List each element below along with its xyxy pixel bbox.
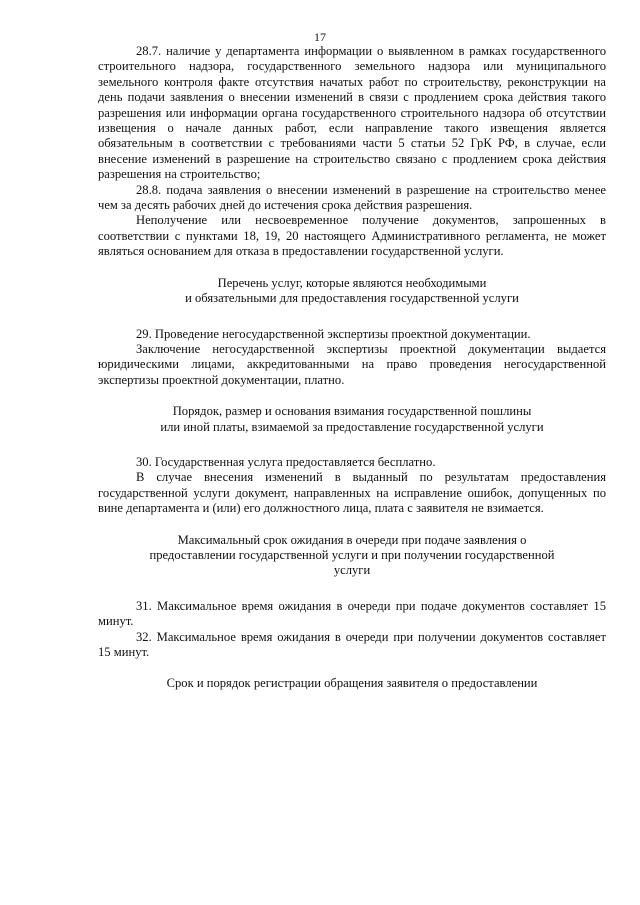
section-heading-fees: [98, 404, 606, 435]
heading-line: Перечень услуг, которые являются необходимыми: [217, 275, 487, 290]
heading-line: предоставлении государственной услуги и при получении государственной: [149, 547, 555, 562]
section-heading-queue: [98, 533, 606, 579]
paragraph-28-7: 28.7. наличие у департамента информации о выявленном в рамках государственного строительного надзора, государственного земельного надзора или муниципального земельного контроля факте отсутствия начатых работ по строительству, реконструкции на день подачи заявления о внесении изменений в связи с продлением срока действия такого разрешения или информации органа государственного строительного надзора об отсутствии извещения о начале данных работ, если направление такого извещения является обязательным в соответствии с требованиями части 5 статьи 52 ГрК РФ, в случае, если внесение изменений в разрешение на строительство связано с продлением срока действия разрешения на строительство;: [98, 44, 606, 182]
section-heading-registration: [98, 676, 606, 691]
heading-line: услуги: [333, 563, 371, 578]
paragraph-expertise: Заключение негосударственной экспертизы проектной документации выдается юридическими лицами, аккредитованными на право проведения негосударственной экспертизы проектной документации, платно.: [98, 341, 606, 387]
section-heading-services: [98, 276, 606, 307]
paragraph-31: 31. Максимальное время ожидания в очереди при подаче документов составляет 15 минут.: [98, 598, 606, 629]
heading-line: или иной платы, взимаемой за предоставление государственной услуги: [160, 419, 544, 434]
heading-line: Срок и порядок регистрации обращения заявителя о предоставлении: [166, 676, 538, 691]
paragraph-28-8: 28.8. подача заявления о внесении изменений в разрешение на строительство менее чем за десять рабочих дней до истечения срока действия разрешения.: [98, 182, 606, 213]
paragraph-29: 29. Проведение негосударственной экспертизы проектной документации.: [136, 326, 531, 341]
heading-line: Порядок, размер и основания взимания государственной пошлины: [172, 404, 532, 419]
paragraph-32: 32. Максимальное время ожидания в очереди при получении документов составляет 15 минут.: [98, 629, 606, 659]
paragraph-no-fee: В случае внесения изменений в выданный по результатам предоставления государственной услуги документ, направленных на исправление ошибок, допущенных по вине департамента и (или) его должностного лица, плата с заявителя не взимается.: [98, 470, 606, 516]
heading-line: и обязательными для предоставления государственной услуги: [185, 291, 519, 306]
paragraph-30: 30. Государственная услуга предоставляется бесплатно.: [136, 454, 436, 469]
document-body: [98, 44, 606, 692]
paragraph-non-receipt: Неполучение или несвоевременное получение документов, запрошенных в соответствии с пунктами 18, 19, 20 настоящего Административного регламента, не может являться основанием для отказа в предоставлении государственной услуги.: [98, 213, 606, 259]
heading-line: Максимальный срок ожидания в очереди при подаче заявления о: [177, 532, 527, 547]
page-number: 17: [314, 30, 326, 44]
